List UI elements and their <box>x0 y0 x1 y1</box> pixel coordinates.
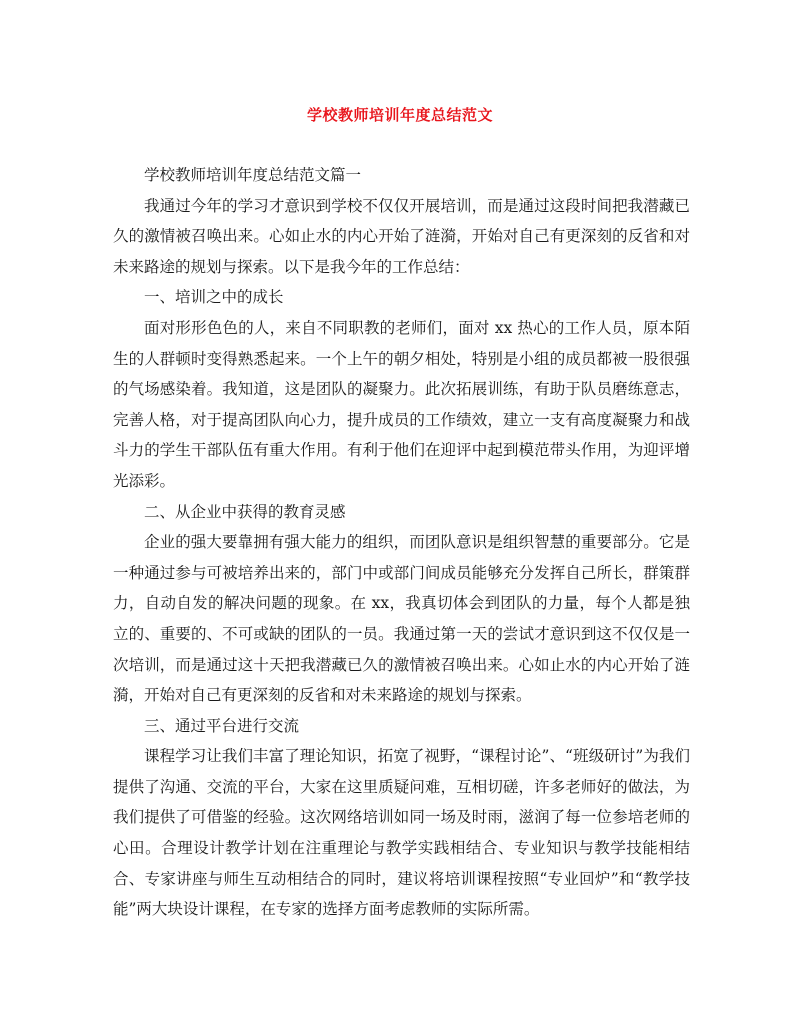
section-heading-2: 二、从企业中获得的教育灵感 <box>144 502 346 521</box>
section-subtitle: 学校教师培训年度总结范文篇一 <box>144 166 362 184</box>
document-body <box>113 160 690 925</box>
paragraph-enterprise: 企业的强大要靠拥有强大能力的组织，而团队意识是组织智慧的重要部分。它是一种通过参与可被培养出来的，部门中或部门间成员能够充分发挥自己所长，群策群力，自动自发的解决问题的现象。在 xx，我真切体会到团队的力量，每个人都是独立的、重要的、不可或缺的团队的一员。我通过第一天的尝试才意识到这不仅仅是一次培训，而是通过这十天把我潜藏已久的激情被召唤出来。心如止水的内心开始了涟漪，开始对自己有更深刻的反省和对未来路途的规划与探索。 <box>113 533 690 705</box>
paragraph-platform: 课程学习让我们丰富了理论知识，拓宽了视野，“课程讨论”、“班级研讨”为我们提供了沟通、交流的平台，大家在这里质疑问难，互相切磋，许多老师好的做法，为我们提供了可借鉴的经验。这次网络培训如同一场及时雨，滋润了每一位参培老师的心田。合理设计教学计划在注重理论与教学实践相结合、专业知识与教学技能相结合、专家讲座与师生互动相结合的同时，建议将培训课程按照“专业回炉”和“教学技能”两大块设计课程，在专家的选择方面考虑教师的实际所需。 <box>113 747 690 919</box>
paragraph-growth: 面对形形色色的人，来自不同职教的老师们，面对 xx 热心的工作人员，原本陌生的人群顿时变得熟悉起来。一个上午的朝夕相处，特别是小组的成员都被一股很强的气场感染着。我知道，这是团队的凝聚力。此次拓展训练，有助于队员磨练意志，完善人格，对于提高团队向心力，提升成员的工作绩效，建立一支有高度凝聚力和战斗力的学生干部队伍有重大作用。有利于他们在迎评中起到模范带头作用，为迎评增光添彩。 <box>113 318 690 490</box>
section-heading-3: 三、通过平台进行交流 <box>144 716 300 735</box>
section-heading-1: 一、培训之中的成长 <box>144 288 284 307</box>
paragraph-intro: 我通过今年的学习才意识到学校不仅仅开展培训，而是通过这段时间把我潜藏已久的激情被召唤出来。心如止水的内心开始了涟漪，开始对自己有更深刻的反省和对未来路途的规划与探索。以下是我今年的工作总结： <box>113 196 690 276</box>
document-title: 学校教师培训年度总结范文 <box>306 106 493 124</box>
